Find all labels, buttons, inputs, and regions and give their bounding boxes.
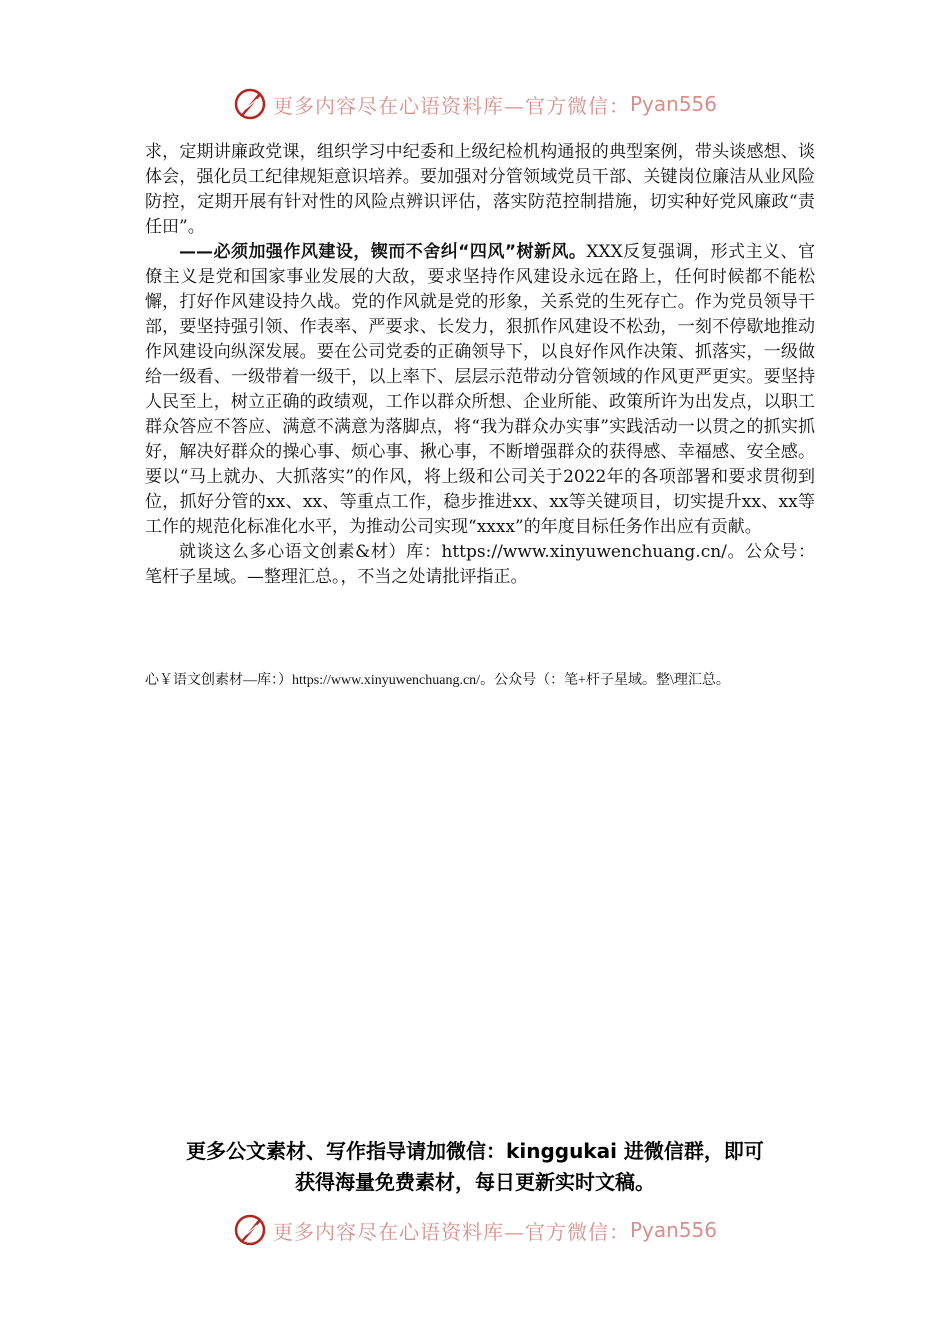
promo-line-2: 获得海量免费素材，每日更新实时文稿。: [295, 1170, 655, 1194]
footer-banner: [0, 1210, 950, 1250]
quill-logo-icon: [233, 1213, 267, 1247]
document-body: [145, 140, 815, 590]
paragraph-2-body: XXX反复强调，形式主义、官僚主义是党和国家事业发展的大敌，要求坚持作风建设永远在路上，任何时候都不能松懈，打好作风建设持久战。党的作风就是党的形象，关系党的生死存亡。作为党员领导干部，要坚持强引领、作表率、严要求、长发力，狠抓作风建设不松劲，一刻不停歇地推动作风建设向纵深发展。要在公司党委的正确领导下，以良好作风作决策、抓落实，一级做给一级看、一级带着一级干，以上率下、层层示范带动分管领域的作风更严更实。要坚持人民至上，树立正确的政绩观，工作以群众所想、企业所能、政策所许为出发点，以职工群众答应不答应、满意不满意为落脚点，将“我为群众办实事”实践活动一以贯之的抓实抓好，解决好群众的操心事、烦心事、揪心事，不断增强群众的获得感、幸福感、安全感。要以“马上就办、大抓落实”的作风，将上级和公司关于2022年的各项部署和要求贯彻到位，抓好分管的xx、xx、等重点工作，稳步推进xx、xx等关键项目，切实提升xx、xx等工作的规范化标准化水平，为推动公司实现“xxxx”的年度目标任务作出应有贡献。: [145, 242, 815, 537]
paragraph-3: 就谈这么多心语文创素&材）库：https://www.xinyuwenchuang.cn/。公众号：笔杆子星域。—整理汇总。，不当之处请批评指正。: [145, 542, 815, 587]
paragraph-2: [145, 240, 815, 540]
header-banner-wechat: Pyan556: [629, 92, 717, 116]
paragraph-1: 求，定期讲廉政党课，组织学习中纪委和上级纪检机构通报的典型案例，带头谈感想、谈体会，强化员工纪律规矩意识培养。要加强对分管领域党员干部、关键岗位廉洁从业风险防控，定期开展有针对性的风险点辨识评估，落实防范控制措施，切实种好党风廉政“责任田”。: [145, 142, 815, 237]
paragraph-2-heading: ——必须加强作风建设，锲而不舍纠“四风”树新风。: [179, 242, 587, 262]
promo-line-1: 更多公文素材、写作指导请加微信：kinggukai 进微信群，即可: [186, 1139, 764, 1163]
header-banner: [0, 84, 950, 124]
footnote: 心￥语文创素材—库：）https://www.xinyuwenchuang.cn/。公众号（：笔+杆子星域。整\理汇总。: [145, 673, 730, 688]
footer-banner-wechat: Pyan556: [629, 1218, 717, 1242]
header-banner-text: 更多内容尽在心语资料库—官方微信：: [272, 93, 630, 118]
footer-banner-text: 更多内容尽在心语资料库—官方微信：: [272, 1219, 630, 1244]
quill-logo-icon: [233, 87, 267, 121]
promo-block: [110, 1136, 840, 1198]
